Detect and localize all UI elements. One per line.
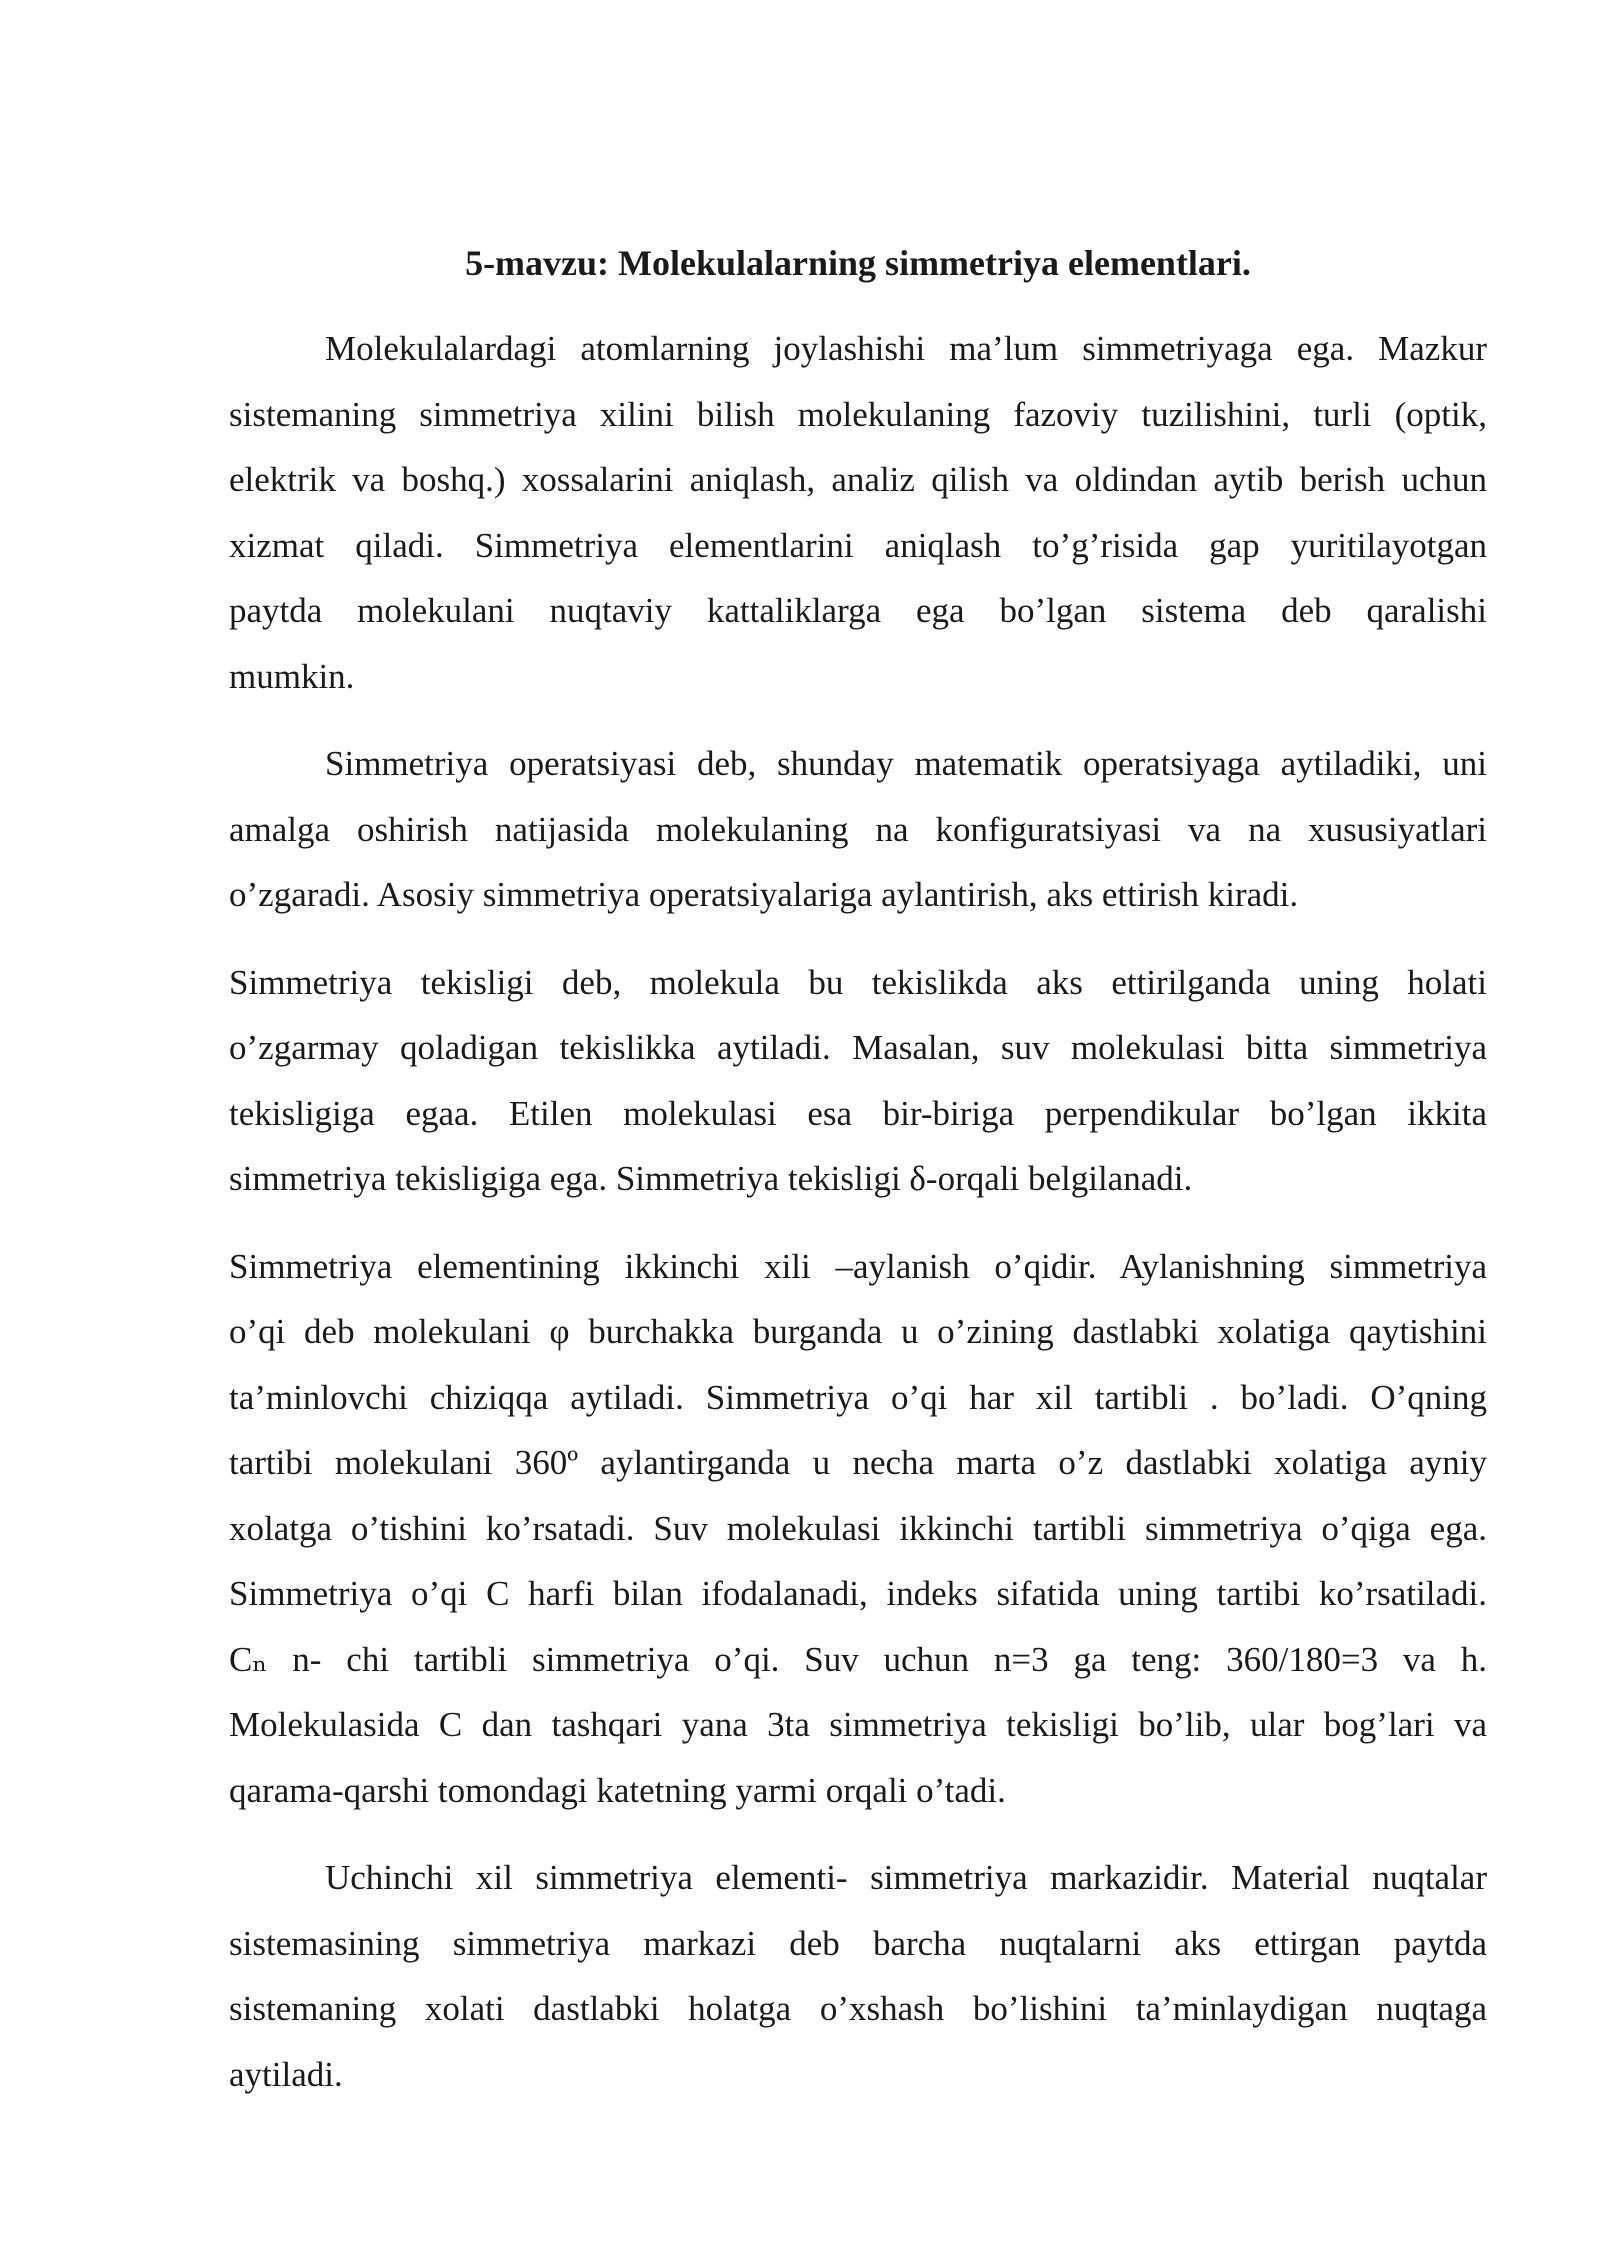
document-page bbox=[229, 236, 1487, 2129]
text-line: Cₙ n- chi tartibli simmetriya o’qi. Suv uchun n=3 ga teng: 360/180=3 va h. bbox=[229, 1639, 1487, 1679]
paragraph-3 bbox=[229, 950, 1487, 1212]
text-line: sistemaning simmetriya xilini bilish molekulaning fazoviy tuzilishini, turli (optik, bbox=[229, 394, 1487, 434]
text-line: Simmetriya tekisligi deb, molekula bu tekislikda aks ettirilganda uning holati bbox=[229, 962, 1487, 1002]
text-line: ta’minlovchi chiziqqa aytiladi. Simmetriya o’qi har xil tartibli . bo’ladi. O’qning bbox=[229, 1377, 1487, 1417]
text-line: o’qi deb molekulani φ burchakka burganda u o’zining dastlabki xolatiga qaytishini bbox=[229, 1312, 1487, 1351]
text-line: Molekulalardagi atomlarning joylashishi ma’lum simmetriyaga ega. Mazkur bbox=[325, 329, 1487, 368]
text-line: mumkin. bbox=[229, 656, 355, 696]
text-line: Uchinchi xil simmetriya elementi- simmetriya markazidir. Material nuqtalar bbox=[325, 1858, 1487, 1897]
text-line: qarama-qarshi tomondagi katetning yarmi orqali o’tadi. bbox=[229, 1770, 1006, 1810]
paragraph-5 bbox=[229, 1845, 1487, 2107]
text-line: amalga oshirish natijasida molekulaning na konfiguratsiyasi va na xususiyatlari bbox=[229, 809, 1487, 849]
text-line: Molekulasida C dan tashqari yana 3ta simmetriya tekisligi bo’lib, ular bog’lari va bbox=[229, 1705, 1487, 1744]
text-line: sistemasining simmetriya markazi deb barcha nuqtalarni aks ettirgan paytda bbox=[229, 1923, 1487, 1963]
text-line: tekisligiga egaa. Etilen molekulasi esa bir-biriga perpendikular bo’lgan ikkita bbox=[229, 1093, 1487, 1133]
text-line: elektrik va boshq.) xossalarini aniqlash, analiz qilish va oldindan aytib berish uchun bbox=[229, 460, 1487, 499]
text-line: Simmetriya o’qi C harfi bilan ifodalanadi, indeks sifatida uning tartibi ko’rsatiladi. bbox=[229, 1574, 1487, 1613]
text-line: xolatga o’tishini ko’rsatadi. Suv molekulasi ikkinchi tartibli simmetriya o’qiga ega. bbox=[229, 1508, 1487, 1548]
text-line: o’zgarmay qoladigan tekislikka aytiladi. Masalan, suv molekulasi bitta simmetriya bbox=[229, 1028, 1487, 1067]
text-line: paytda molekulani nuqtaviy kattaliklarga ega bo’lgan sistema deb qaralishi bbox=[229, 591, 1487, 630]
paragraph-1 bbox=[229, 316, 1487, 709]
text-line: aytiladi. bbox=[229, 2054, 343, 2094]
page-title: 5-mavzu: Molekulalarning simmetriya elementlari. bbox=[465, 243, 1251, 283]
text-line: o’zgaradi. Asosiy simmetriya operatsiyalariga aylantirish, aks ettirish kiradi. bbox=[229, 875, 1299, 914]
text-line: sistemaning xolati dastlabki holatga o’xshash bo’lishini ta’minlaydigan nuqtaga bbox=[229, 1989, 1487, 2028]
text-line: Simmetriya elementining ikkinchi xili –aylanish o’qidir. Aylanishning simmetriya bbox=[229, 1246, 1487, 1286]
text-line: simmetriya tekisligiga ega. Simmetriya tekisligi δ-orqali belgilanadi. bbox=[229, 1159, 1193, 1198]
text-line: xizmat qiladi. Simmetriya elementlarini aniqlash to’g’risida gap yuritilayotgan bbox=[229, 525, 1487, 565]
text-line: Simmetriya operatsiyasi deb, shunday matematik operatsiyaga aytiladiki, uni bbox=[325, 744, 1487, 783]
paragraph-4 bbox=[229, 1234, 1487, 1824]
text-line: tartibi molekulani 360º aylantirganda u necha marta o’z dastlabki xolatiga ayniy bbox=[229, 1443, 1487, 1482]
paragraph-2 bbox=[229, 731, 1487, 928]
